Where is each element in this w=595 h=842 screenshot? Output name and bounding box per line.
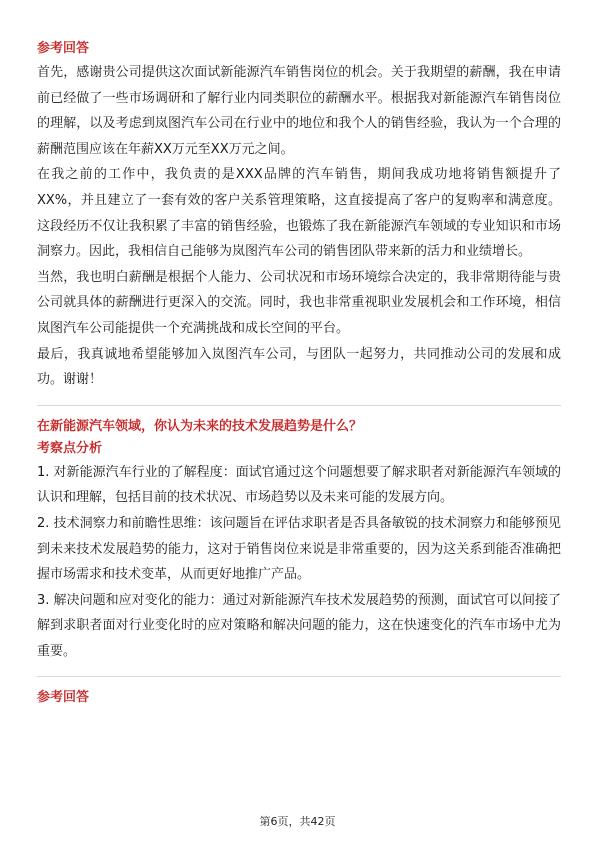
reference-answer-heading: 参考回答 [37, 41, 90, 56]
interview-question: 在新能源汽车领域，你认为未来的技术发展趋势是什么？ [37, 418, 363, 434]
answer-paragraph-4: 最后，我真诚地希望能够加入岚图汽车公司，与团队一起努力，共同推动公司的发展和成功。谢谢！ [37, 346, 561, 388]
page-number: 第6页，共42页 [259, 815, 336, 828]
page-content [37, 38, 561, 709]
analysis-heading: 考察点分析 [37, 440, 103, 456]
answer-paragraph-3: 当然，我也明白薪酬是根据个人能力、公司状况和市场环境综合决定的，我非常期待能与贵公司就具体的薪酬进行更深入的交流。同时，我也非常重视职业发展机会和工作环境，相信岚图汽车公司能提供一个充满挑战和成长空间的平台。 [37, 269, 561, 336]
answer-paragraph-2: 在我之前的工作中，我负责的是XXX品牌的汽车销售，期间我成功地将销售额提升了XX%，并且建立了一套有效的客户关系管理策略，这直接提高了客户的复购率和满意度。这段经历不仅让我积累了丰富的销售经验，也锻炼了我在新能源汽车领域的专业知识和市场洞察力。因此，我相信自己能够为岚图汽车公司的销售团队带来新的活力和业绩增长。 [37, 167, 561, 260]
reference-answer-heading-2: 参考回答 [37, 690, 90, 706]
section-divider-2 [37, 676, 561, 677]
analysis-point-2: 2. 技术洞察力和前瞻性思维：该问题旨在评估求职者是否具备敏锐的技术洞察力和能够预见到未来技术发展趋势的能力，这对于销售岗位来说是非常重要的，因为这关系到能否准确把握市场需求和技术变革，从而更好地推广产品。 [37, 515, 561, 583]
analysis-point-1: 1. 对新能源汽车行业的了解程度：面试官通过这个问题想要了解求职者对新能源汽车领域的认识和理解，包括目前的技术状况、市场趋势以及未来可能的发展方向。 [37, 464, 561, 506]
section-divider [37, 405, 561, 406]
analysis-point-3: 3. 解决问题和应对变化的能力：通过对新能源汽车技术发展趋势的预测，面试官可以间接了解到求职者面对行业变化时的应对策略和解决问题的能力，这在快速变化的汽车市场中尤为重要。 [37, 592, 561, 659]
answer-paragraph-1: 首先，感谢贵公司提供这次面试新能源汽车销售岗位的机会。关于我期望的薪酬，我在申请前已经做了一些市场调研和了解行业内同类职位的薪酬水平。根据我对新能源汽车销售岗位的理解，以及考虑到岚图汽车公司在行业中的地位和我个人的销售经验，我认为一个合理的薪酬范围应该在年薪XX万元至XX万元之间。 [37, 65, 561, 157]
